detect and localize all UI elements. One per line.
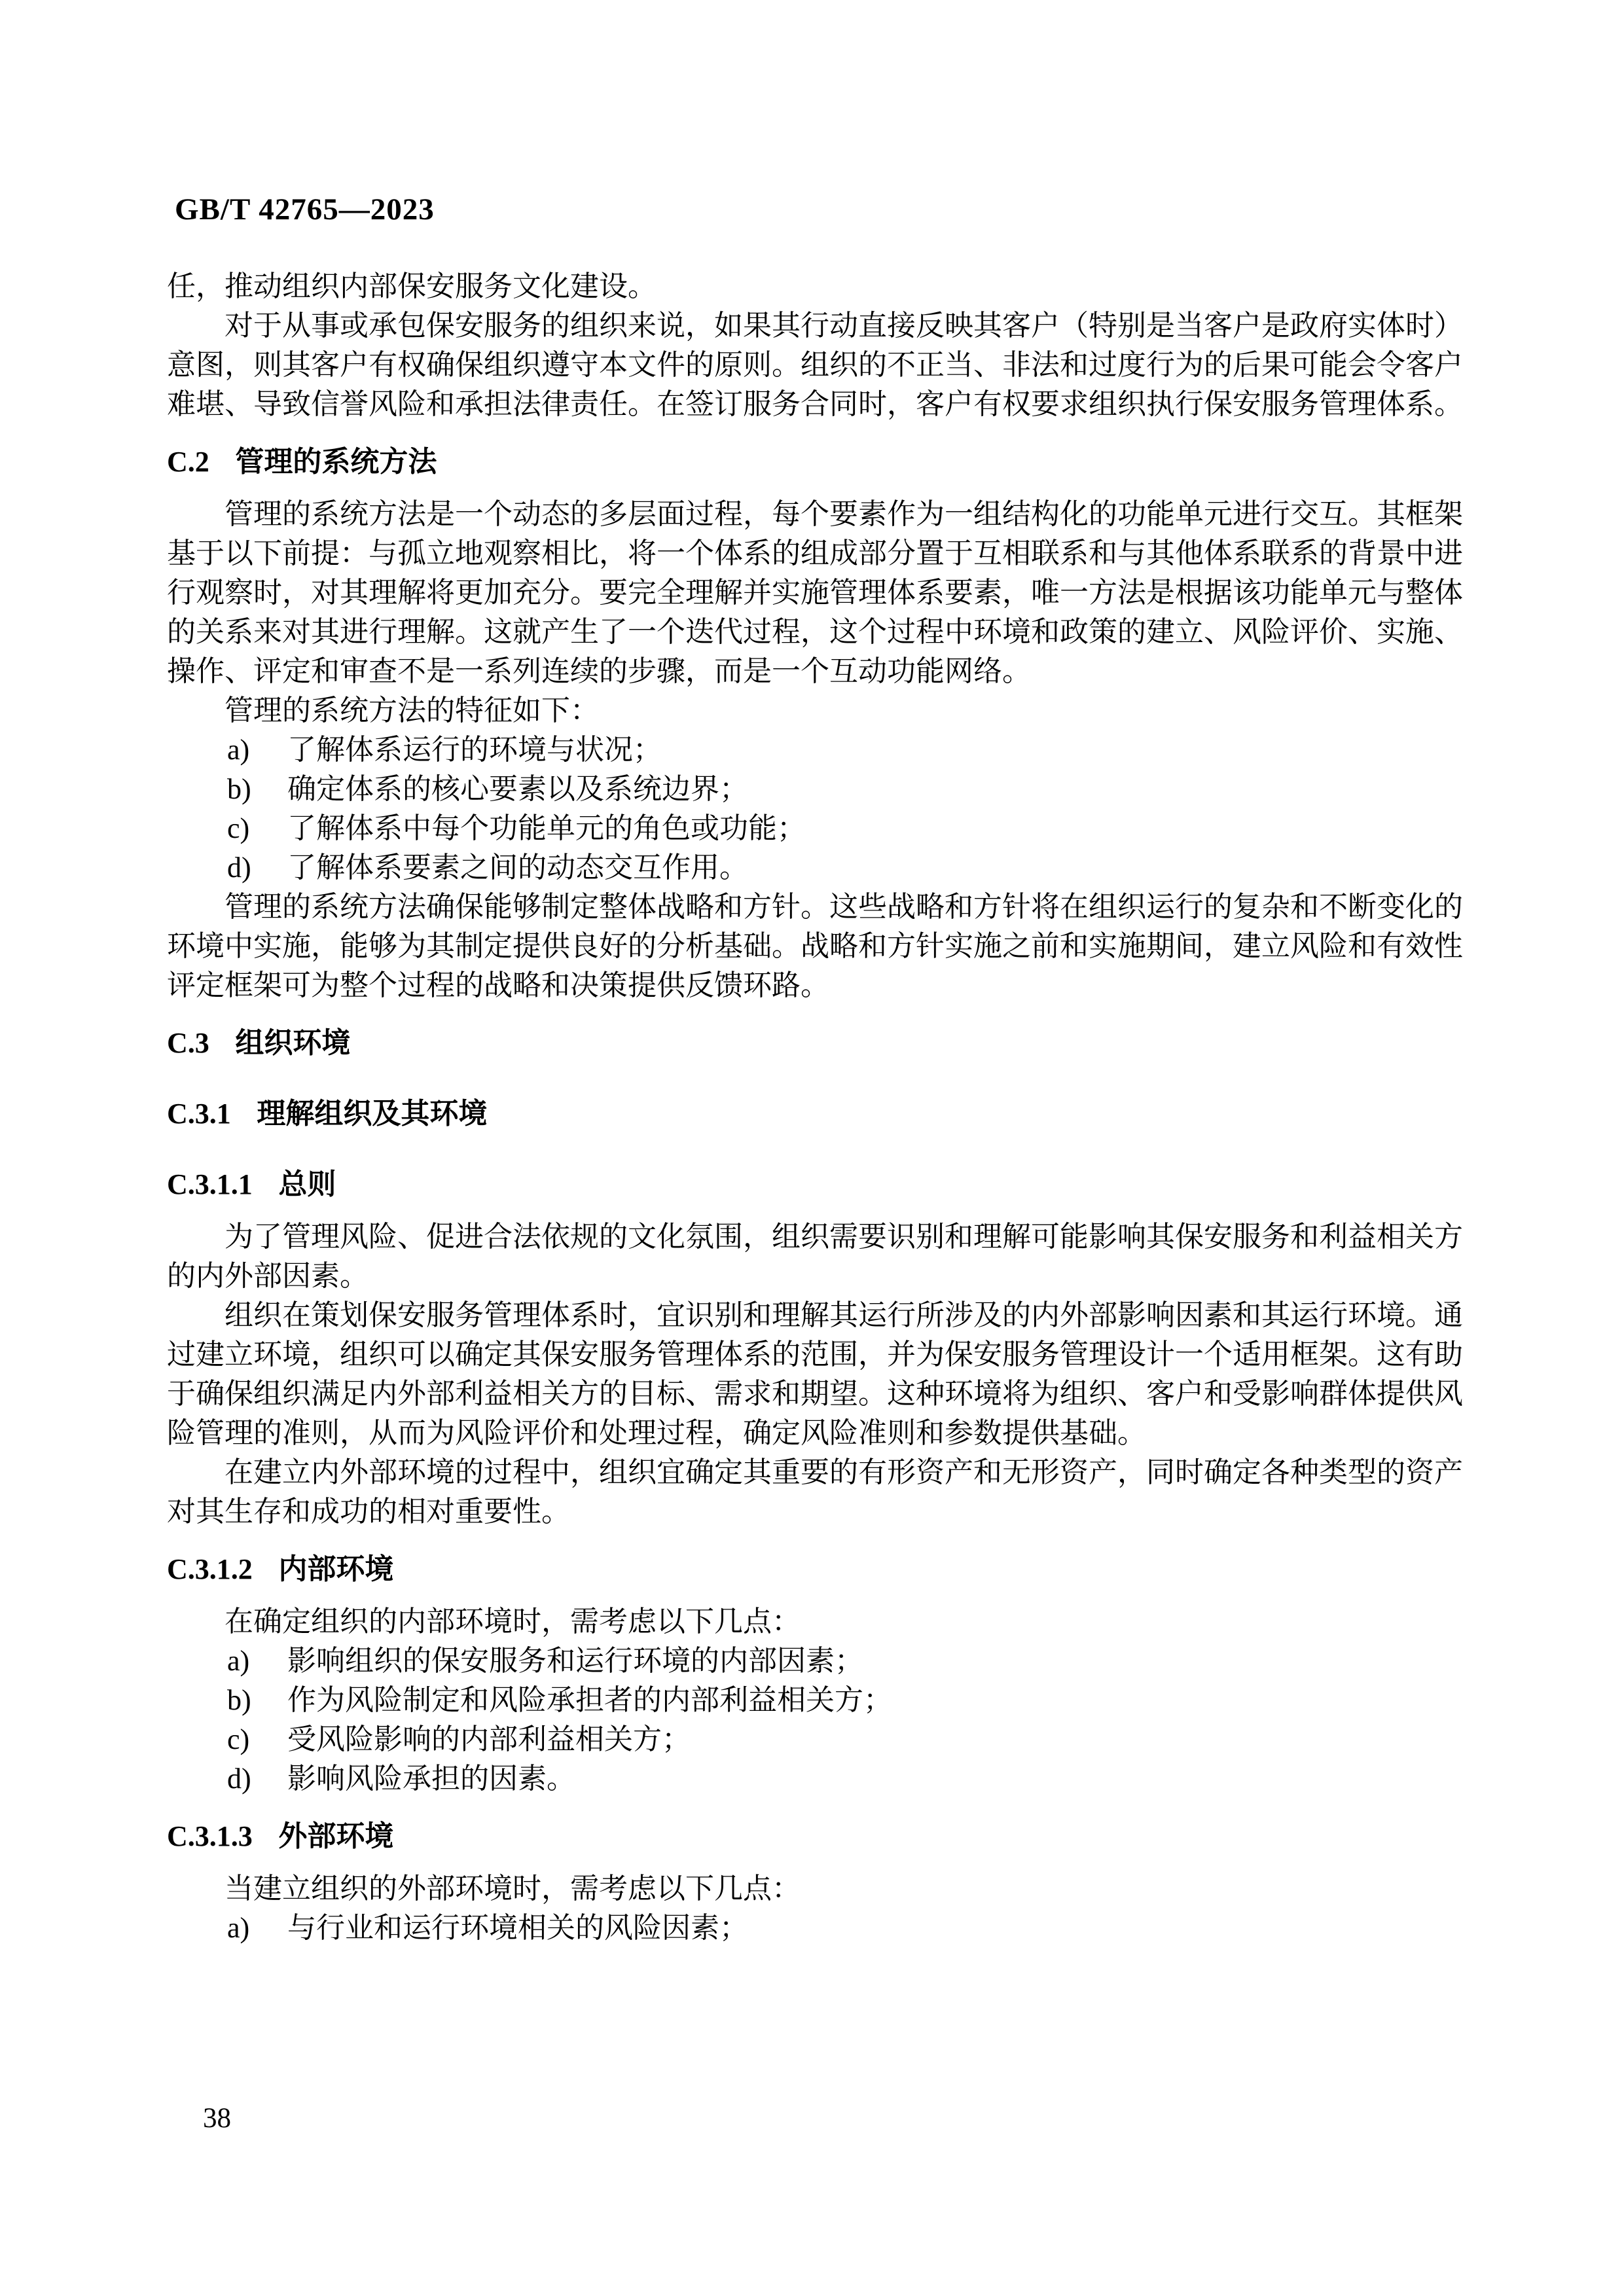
clause-title: 总则 xyxy=(278,1168,336,1200)
list-item-marker: a) xyxy=(227,734,250,766)
list-item xyxy=(167,770,1463,809)
list-item-marker: c) xyxy=(227,1723,250,1755)
paragraph-strategy: 管理的系统方法确保能够制定整体战略和方针。这些战略和方针将在组织运行的复杂和不断变化的环境中实施，能够为其制定提供良好的分析基础。战略和方针实施之前和实施期间，建立风险和有效性评定框架可为整个过程的战略和决策提供反馈环路。 xyxy=(167,891,1463,1001)
standard-number-header: GB/T 42765—2023 xyxy=(175,192,435,226)
page-body xyxy=(167,267,1463,1948)
list-item-marker: a) xyxy=(227,1645,250,1677)
clause-number: C.3.1.2 xyxy=(167,1553,253,1585)
section-heading-c312 xyxy=(167,1532,1463,1602)
paragraph-system-method: 管理的系统方法是一个动态的多层面过程，每个要素作为一组结构化的功能单元进行交互。其框架基于以下前提：与孤立地观察相比，将一个体系的组成部分置于互相联系和与其他体系联系的背景中进行观察时，对其理解将更加充分。要完全理解并实施管理体系要素，唯一方法是根据该功能单元与整体的关系来对其进行理解。这就产生了一个迭代过程，这个过程中环境和政策的建立、风险评价、实施、操作、评定和审查不是一系列连续的步骤，而是一个互动功能网络。 xyxy=(167,498,1463,687)
page-number: 38 xyxy=(203,2103,231,2134)
list-item-text: 作为风险制定和风险承担者的内部利益相关方； xyxy=(287,1684,892,1716)
clause-number: C.2 xyxy=(167,446,209,478)
section-heading-c3 xyxy=(167,1005,1463,1076)
list-item xyxy=(167,1759,1463,1799)
section-heading-c31 xyxy=(167,1076,1463,1147)
list-item xyxy=(167,1720,1463,1759)
list-item-marker: c) xyxy=(227,812,250,844)
clause-title: 理解组织及其环境 xyxy=(257,1098,488,1130)
section-heading-c2 xyxy=(167,424,1463,495)
clause-number: C.3.1.1 xyxy=(167,1168,253,1200)
clause-number: C.3 xyxy=(167,1027,209,1059)
list-item-text: 了解体系要素之间的动态交互作用。 xyxy=(287,852,748,884)
list-item-marker: d) xyxy=(227,1763,251,1795)
paragraph-client-obligation: 对于从事或承包保安服务的组织来说，如果其行动直接反映其客户（特别是当客户是政府实体时）意图，则其客户有权确保组织遵守本文件的原则。组织的不正当、非法和过度行为的后果可能会令客户难堪、导致信誉风险和承担法律责任。在签订服务合同时，客户有权要求组织执行保安服务管理体系。 xyxy=(167,310,1463,420)
list-item-text: 了解体系中每个功能单元的角色或功能； xyxy=(287,812,806,844)
list-item xyxy=(167,730,1463,770)
list-item-marker: a) xyxy=(227,1912,250,1944)
clause-number: C.3.1 xyxy=(167,1098,231,1130)
paragraph-assets: 在建立内外部环境的过程中，组织宜确定其重要的有形资产和无形资产，同时确定各种类型的资产对其生存和成功的相对重要性。 xyxy=(167,1456,1463,1528)
list-item-text: 影响风险承担的因素。 xyxy=(287,1763,575,1795)
paragraph-carryover: 任，推动组织内部保安服务文化建设。 xyxy=(167,270,657,302)
clause-title: 内部环境 xyxy=(278,1553,394,1585)
paragraph-general: 为了管理风险、促进合法依规的文化氛围，组织需要识别和理解可能影响其保安服务和利益相关方的内外部因素。 xyxy=(167,1221,1463,1292)
section-heading-c311 xyxy=(167,1147,1463,1217)
list-item xyxy=(167,809,1463,848)
clause-title: 组织环境 xyxy=(235,1027,351,1059)
clause-number: C.3.1.3 xyxy=(167,1820,253,1852)
list-item xyxy=(167,1681,1463,1720)
paragraph-features-intro: 管理的系统方法的特征如下： xyxy=(225,694,599,726)
list-item xyxy=(167,1909,1463,1948)
paragraph-external-intro: 当建立组织的外部环境时，需考虑以下几点： xyxy=(225,1873,801,1905)
list-item-text: 确定体系的核心要素以及系统边界； xyxy=(287,773,748,805)
list-item xyxy=(167,848,1463,888)
clause-title: 管理的系统方法 xyxy=(235,446,437,478)
list-item xyxy=(167,1641,1463,1681)
list-item-marker: d) xyxy=(227,852,251,884)
list-item-marker: b) xyxy=(227,1684,251,1716)
clause-title: 外部环境 xyxy=(278,1820,394,1852)
paragraph-planning: 组织在策划保安服务管理体系时，宜识别和理解其运行所涉及的内外部影响因素和其运行环境。通过建立环境，组织可以确定其保安服务管理体系的范围，并为保安服务管理设计一个适用框架。这有助于确保组织满足内外部利益相关方的目标、需求和期望。这种环境将为组织、客户和受影响群体提供风险管理的准则，从而为风险评价和处理过程，确定风险准则和参数提供基础。 xyxy=(167,1299,1463,1449)
section-heading-c313 xyxy=(167,1799,1463,1869)
list-item-text: 与行业和运行环境相关的风险因素； xyxy=(287,1912,748,1944)
list-item-text: 了解体系运行的环境与状况； xyxy=(287,734,662,766)
list-item-text: 受风险影响的内部利益相关方； xyxy=(287,1723,691,1755)
paragraph-internal-intro: 在确定组织的内部环境时，需考虑以下几点： xyxy=(225,1605,801,1638)
list-item-text: 影响组织的保安服务和运行环境的内部因素； xyxy=(287,1645,863,1677)
list-item-marker: b) xyxy=(227,773,251,805)
